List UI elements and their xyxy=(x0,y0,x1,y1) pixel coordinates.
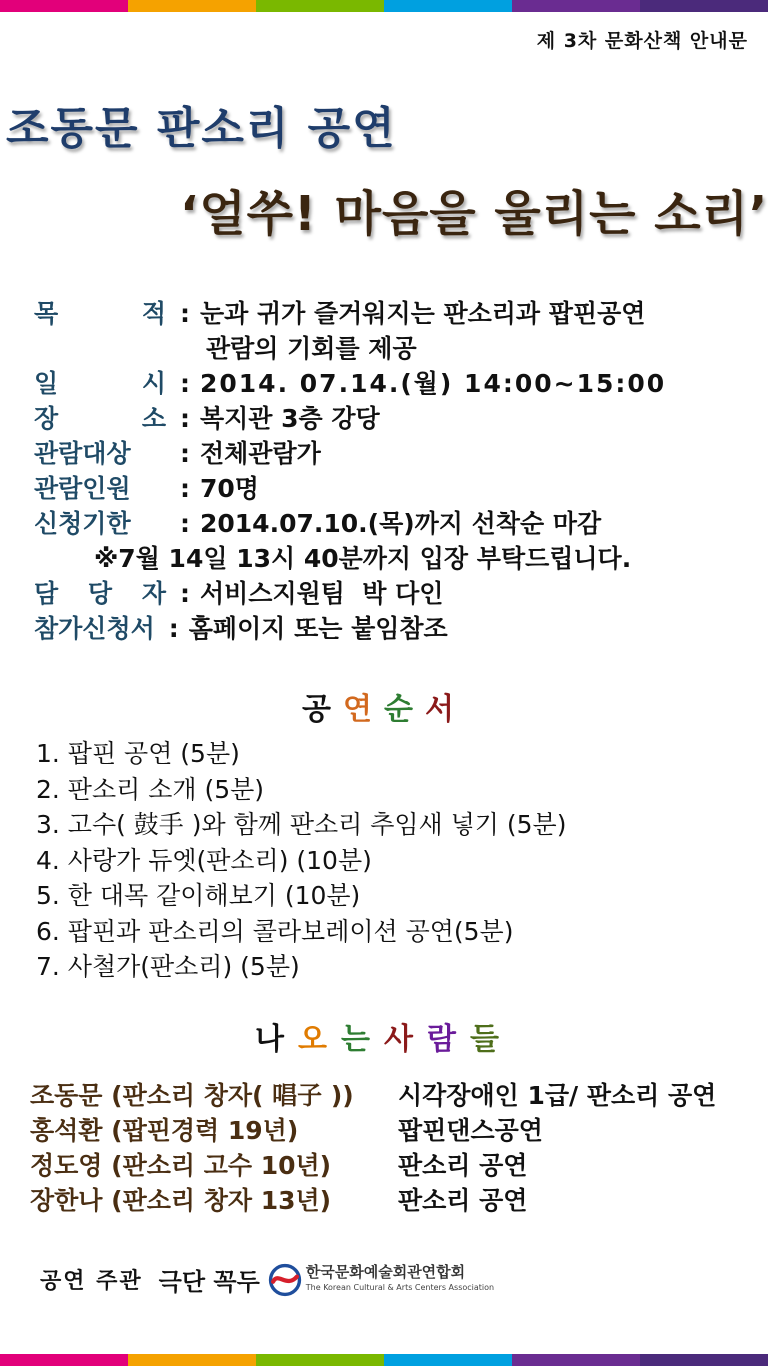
notice-subtitle: 제 3차 문화산책 안내문 xyxy=(536,30,748,52)
band-segment xyxy=(128,0,256,12)
info-row-audience xyxy=(34,436,754,471)
band-segment xyxy=(512,1354,640,1366)
association-logo xyxy=(268,1263,494,1297)
table-row xyxy=(30,1078,760,1113)
separator: : xyxy=(180,404,190,433)
info-value: 70명 xyxy=(200,474,259,503)
list-item: 4. 사랑가 듀엣(판소리) (10분) xyxy=(36,845,372,875)
troupe-name: 극단 꼭두 xyxy=(158,1267,260,1296)
page-title: 조동문 판소리 공연 xyxy=(6,103,397,154)
info-value: 2014. 07.14.(월) 14:00~15:00 xyxy=(200,369,667,398)
entry-note: ※7월 14일 13시 40분까지 입장 부탁드립니다. xyxy=(94,544,632,573)
info-label: 신청기한 xyxy=(34,509,131,538)
info-row-place xyxy=(34,401,754,436)
cast-name: 조동문 (판소리 창자( 唱子 )) xyxy=(30,1081,354,1110)
info-row-form xyxy=(34,611,754,646)
separator: : xyxy=(180,474,190,503)
info-label: 담 당 자 xyxy=(34,579,166,608)
info-row-purpose xyxy=(34,296,754,331)
info-value: 눈과 귀가 즐거워지는 판소리과 팝핀공연 xyxy=(200,299,646,328)
bottom-color-band xyxy=(0,1354,768,1366)
info-label: 관람인원 xyxy=(34,474,131,503)
list-item: 1. 팝핀 공연 (5분) xyxy=(36,739,240,768)
separator: : xyxy=(180,369,190,398)
cast-role: 시각장애인 1급/ 판소리 공연 xyxy=(398,1081,717,1110)
cast-role: 팝핀댄스공연 xyxy=(398,1116,543,1145)
info-value: 2014.07.10.(목)까지 선착순 마감 xyxy=(200,509,602,538)
footer-organizer xyxy=(40,1262,494,1297)
band-segment xyxy=(640,1354,768,1366)
info-row-deadline xyxy=(34,506,754,541)
separator: : xyxy=(180,509,190,538)
info-value: 전체관람가 xyxy=(200,439,321,468)
info-value: 복지관 3층 강당 xyxy=(200,404,380,433)
band-segment xyxy=(384,0,512,12)
info-row-manager xyxy=(34,576,754,611)
info-value: 관람의 기회를 제공 xyxy=(206,334,417,363)
band-segment xyxy=(0,0,128,12)
organizer-label: 공연 주관 xyxy=(40,1269,143,1294)
band-segment xyxy=(384,1354,512,1366)
info-value: 홈페이지 또는 붙임참조 xyxy=(188,614,448,643)
association-emblem-icon xyxy=(268,1263,302,1297)
info-label: 장 소 xyxy=(34,404,166,433)
band-segment xyxy=(128,1354,256,1366)
list-item: 7. 사철가(판소리) (5분) xyxy=(36,952,300,981)
band-segment xyxy=(0,1354,128,1366)
table-row xyxy=(30,1113,760,1148)
association-name-ko: 한국문화예술회관연합회 xyxy=(305,1262,466,1281)
cast-list xyxy=(30,1078,760,1218)
separator: : xyxy=(168,614,179,643)
info-label: 목 적 xyxy=(34,299,166,328)
info-value: 서비스지원팀 박 다인 xyxy=(200,579,444,608)
top-color-band xyxy=(0,0,768,12)
list-item: 6. 팝핀과 판소리의 콜라보레이션 공연(5분) xyxy=(36,916,514,946)
table-row xyxy=(30,1148,760,1183)
page-tagline: ‘얼쑤! 마음을 울리는 소리’ xyxy=(180,186,768,242)
info-label: 일 시 xyxy=(34,369,166,398)
band-segment xyxy=(256,1354,384,1366)
band-segment xyxy=(640,0,768,12)
band-segment xyxy=(512,0,640,12)
separator: : xyxy=(180,299,190,328)
list-item: 3. 고수( 鼓手 )와 함께 판소리 추임새 넣기 (5분) xyxy=(36,810,567,839)
table-row xyxy=(30,1183,760,1218)
association-name-en: The Korean Cultural & Arts Centers Association xyxy=(305,1282,495,1292)
separator: : xyxy=(180,439,190,468)
cast-role: 판소리 공연 xyxy=(398,1151,528,1180)
event-info xyxy=(34,296,754,646)
band-segment xyxy=(256,0,384,12)
list-item: 2. 판소리 소개 (5분) xyxy=(36,774,265,804)
cast-name: 장한나 (판소리 창자 13년) xyxy=(30,1186,332,1215)
info-label: 참가신청서 xyxy=(34,614,155,643)
cast-name: 홍석환 (팝핀경력 19년) xyxy=(30,1116,299,1145)
info-label: 관람대상 xyxy=(34,439,131,468)
separator: : xyxy=(180,579,190,608)
program-list xyxy=(36,736,756,985)
cast-heading: 나오는사람들 xyxy=(255,1022,513,1057)
program-heading: 공연순서 xyxy=(302,692,466,727)
list-item: 5. 한 대목 같이해보기 (10분) xyxy=(36,881,361,910)
cast-name: 정도영 (판소리 고수 10년) xyxy=(30,1151,332,1180)
info-row-capacity xyxy=(34,471,754,506)
info-row-purpose-cont xyxy=(34,331,754,366)
info-row-date xyxy=(34,366,754,401)
cast-role: 판소리 공연 xyxy=(398,1186,528,1215)
